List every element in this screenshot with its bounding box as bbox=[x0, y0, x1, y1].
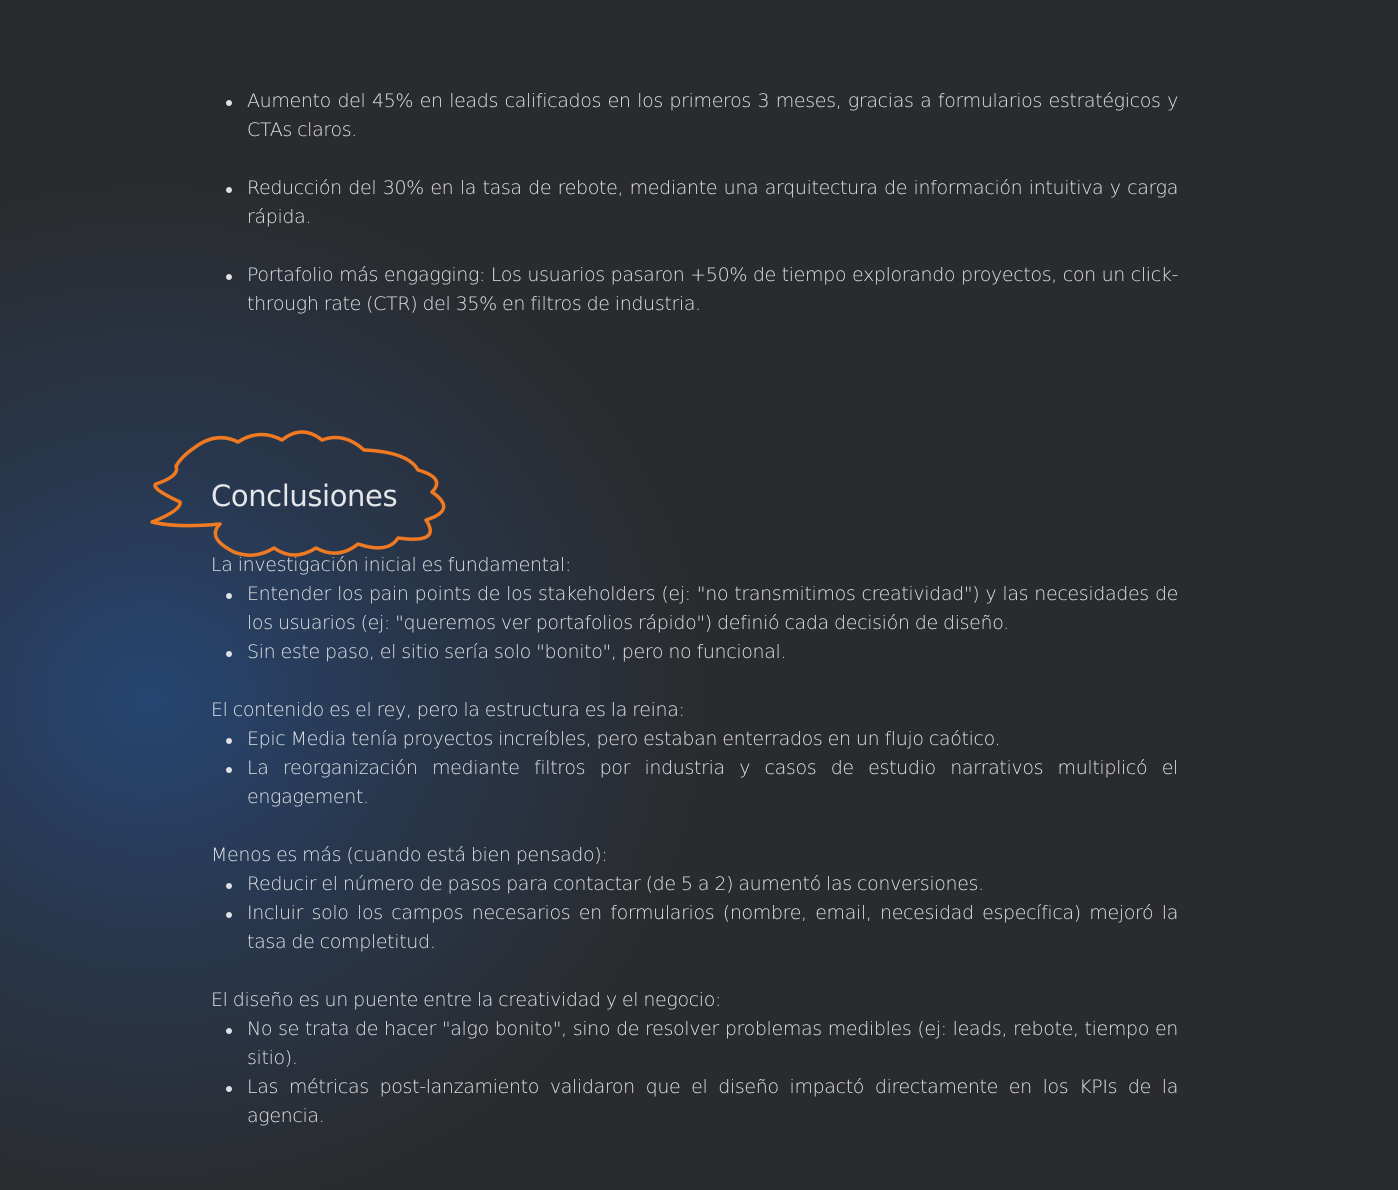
conclusion-item: Reducir el número de pasos para contactar (de 5 a 2) aumentó las conversiones. bbox=[211, 870, 1178, 899]
conclusion-heading: La investigación inicial es fundamental: bbox=[211, 554, 572, 576]
conclusion-heading: El contenido es el rey, pero la estructura es la reina: bbox=[211, 699, 685, 721]
conclusions-title: Conclusiones bbox=[211, 479, 398, 513]
conclusion-list bbox=[211, 580, 1178, 667]
conclusion-group bbox=[211, 551, 1178, 667]
conclusion-group bbox=[211, 841, 1178, 957]
conclusions-section bbox=[211, 551, 1178, 1160]
conclusion-item: Epic Media tenía proyectos increíbles, pero estaban enterrados en un flujo caótico. bbox=[211, 725, 1178, 754]
result-item: Portafolio más engagging: Los usuarios pasaron +50% de tiempo explorando proyectos, con un click-through rate (CTR) del 35% en filtros de industria. bbox=[211, 261, 1178, 319]
conclusion-item: La reorganización mediante filtros por industria y casos de estudio narrativos multiplicó el engagement. bbox=[211, 754, 1178, 812]
conclusion-item: No se trata de hacer "algo bonito", sino de resolver problemas medibles (ej: leads, rebote, tiempo en sitio). bbox=[211, 1015, 1178, 1073]
conclusion-item: Las métricas post-lanzamiento validaron que el diseño impactó directamente en los KPIs de la agencia. bbox=[211, 1073, 1178, 1131]
result-item: Reducción del 30% en la tasa de rebote, mediante una arquitectura de información intuitiva y carga rápida. bbox=[211, 174, 1178, 232]
conclusion-heading: El diseño es un puente entre la creatividad y el negocio: bbox=[211, 989, 722, 1011]
conclusion-heading: Menos es más (cuando está bien pensado): bbox=[211, 844, 608, 866]
result-item: Aumento del 45% en leads calificados en los primeros 3 meses, gracias a formularios estratégicos y CTAs claros. bbox=[211, 87, 1178, 145]
conclusion-group bbox=[211, 986, 1178, 1131]
conclusion-item: Incluir solo los campos necesarios en formularios (nombre, email, necesidad específica) mejoró la tasa de completitud. bbox=[211, 899, 1178, 957]
conclusion-item: Entender los pain points de los stakeholders (ej: "no transmitimos creatividad") y las necesidades de los usuarios (ej: "queremos ver portafolios rápido") definió cada decisión de diseño. bbox=[211, 580, 1178, 638]
results-list bbox=[211, 87, 1178, 348]
conclusion-item: Sin este paso, el sitio sería solo "bonito", pero no funcional. bbox=[211, 638, 1178, 667]
conclusion-list bbox=[211, 725, 1178, 812]
conclusion-list bbox=[211, 1015, 1178, 1131]
conclusion-list bbox=[211, 870, 1178, 957]
conclusion-group bbox=[211, 696, 1178, 812]
